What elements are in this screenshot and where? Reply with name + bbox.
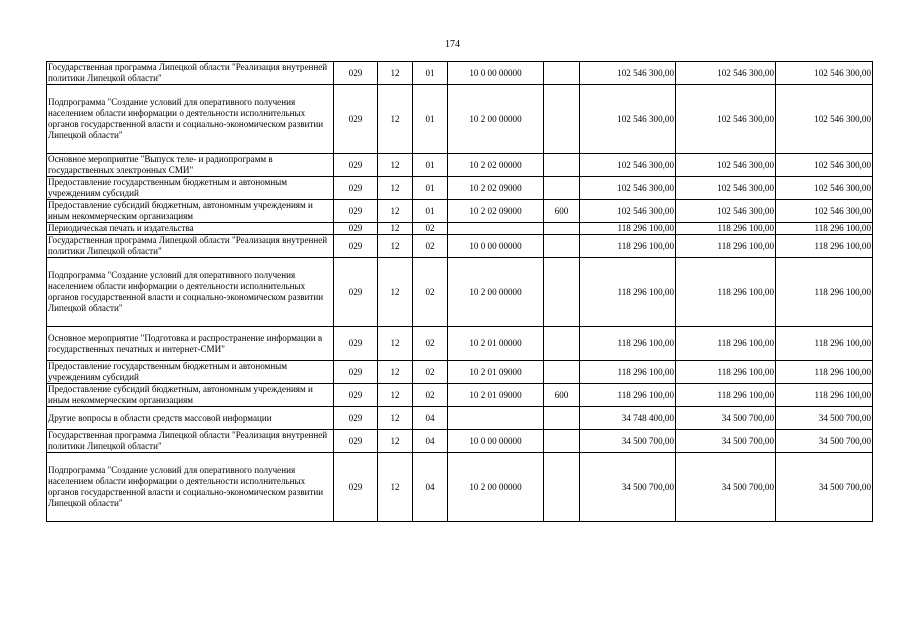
expense-type-cell — [544, 154, 580, 177]
section-code-cell: 12 — [378, 407, 413, 430]
subsection-code-cell: 01 — [413, 62, 448, 85]
amount-year3-cell: 118 296 100,00 — [776, 384, 873, 407]
target-article-cell: 10 2 01 09000 — [448, 361, 544, 384]
amount-year3-cell: 102 546 300,00 — [776, 62, 873, 85]
amount-year1-cell: 34 748 400,00 — [580, 407, 676, 430]
ministry-code-cell: 029 — [334, 223, 378, 235]
table-row — [47, 384, 873, 407]
section-code-cell: 12 — [378, 384, 413, 407]
table-row — [47, 200, 873, 223]
target-article-cell: 10 2 00 00000 — [448, 258, 544, 327]
subsection-code-cell: 02 — [413, 361, 448, 384]
expense-type-cell — [544, 361, 580, 384]
amount-year1-cell: 102 546 300,00 — [580, 62, 676, 85]
target-article-cell — [448, 407, 544, 430]
section-code-cell: 12 — [378, 327, 413, 361]
amount-year1-cell: 118 296 100,00 — [580, 235, 676, 258]
amount-year1-cell: 118 296 100,00 — [580, 327, 676, 361]
target-article-cell: 10 0 00 00000 — [448, 235, 544, 258]
expense-name-cell: Предоставление субсидий бюджетным, автономным учреждениям и иным некоммерческим организациям — [47, 384, 334, 407]
ministry-code-cell: 029 — [334, 85, 378, 154]
ministry-code-cell: 029 — [334, 62, 378, 85]
expense-type-cell — [544, 430, 580, 453]
target-article-cell: 10 0 00 00000 — [448, 62, 544, 85]
amount-year3-cell: 118 296 100,00 — [776, 223, 873, 235]
expense-type-cell — [544, 327, 580, 361]
ministry-code-cell: 029 — [334, 407, 378, 430]
amount-year1-cell: 102 546 300,00 — [580, 85, 676, 154]
expense-type-cell — [544, 85, 580, 154]
target-article-cell: 10 2 00 00000 — [448, 85, 544, 154]
amount-year2-cell: 102 546 300,00 — [676, 200, 776, 223]
table-row — [47, 85, 873, 154]
expense-name-cell: Подпрограмма "Создание условий для оперативного получения населением области информации о деятельности исполнительных органов государственной власти и социально-экономическом развитии Липецкой области" — [47, 258, 334, 327]
amount-year3-cell: 34 500 700,00 — [776, 453, 873, 522]
expense-name-cell: Государственная программа Липецкой области "Реализация внутренней политики Липецкой области" — [47, 430, 334, 453]
subsection-code-cell: 02 — [413, 258, 448, 327]
page-number: 174 — [445, 39, 460, 50]
section-code-cell: 12 — [378, 235, 413, 258]
table-row — [47, 154, 873, 177]
subsection-code-cell: 04 — [413, 430, 448, 453]
amount-year1-cell: 118 296 100,00 — [580, 258, 676, 327]
subsection-code-cell: 02 — [413, 384, 448, 407]
table-row — [47, 235, 873, 258]
subsection-code-cell: 01 — [413, 85, 448, 154]
ministry-code-cell: 029 — [334, 384, 378, 407]
expense-type-cell — [544, 223, 580, 235]
amount-year2-cell: 118 296 100,00 — [676, 327, 776, 361]
expense-type-cell — [544, 258, 580, 327]
table-row — [47, 453, 873, 522]
amount-year1-cell: 34 500 700,00 — [580, 453, 676, 522]
amount-year2-cell: 34 500 700,00 — [676, 453, 776, 522]
section-code-cell: 12 — [378, 200, 413, 223]
amount-year2-cell: 102 546 300,00 — [676, 62, 776, 85]
ministry-code-cell: 029 — [334, 453, 378, 522]
ministry-code-cell: 029 — [334, 327, 378, 361]
expense-type-cell — [544, 453, 580, 522]
subsection-code-cell: 04 — [413, 453, 448, 522]
subsection-code-cell: 04 — [413, 407, 448, 430]
expense-type-cell — [544, 62, 580, 85]
amount-year3-cell: 102 546 300,00 — [776, 85, 873, 154]
amount-year1-cell: 102 546 300,00 — [580, 177, 676, 200]
expense-name-cell: Предоставление государственным бюджетным и автономным учреждениям субсидий — [47, 361, 334, 384]
amount-year3-cell: 118 296 100,00 — [776, 327, 873, 361]
subsection-code-cell: 01 — [413, 177, 448, 200]
ministry-code-cell: 029 — [334, 361, 378, 384]
amount-year3-cell: 118 296 100,00 — [776, 258, 873, 327]
subsection-code-cell: 02 — [413, 223, 448, 235]
expense-type-cell: 600 — [544, 200, 580, 223]
amount-year1-cell: 118 296 100,00 — [580, 384, 676, 407]
expense-name-cell: Предоставление субсидий бюджетным, автономным учреждениям и иным некоммерческим организациям — [47, 200, 334, 223]
section-code-cell: 12 — [378, 223, 413, 235]
amount-year1-cell: 102 546 300,00 — [580, 154, 676, 177]
table-row — [47, 407, 873, 430]
expense-name-cell: Подпрограмма "Создание условий для оперативного получения населением области информации о деятельности исполнительных органов государственной власти и социально-экономическом развитии Липецкой области" — [47, 453, 334, 522]
expense-type-cell — [544, 177, 580, 200]
amount-year1-cell: 118 296 100,00 — [580, 223, 676, 235]
expense-name-cell: Другие вопросы в области средств массовой информации — [47, 407, 334, 430]
section-code-cell: 12 — [378, 62, 413, 85]
amount-year2-cell: 102 546 300,00 — [676, 85, 776, 154]
expense-type-cell — [544, 407, 580, 430]
expense-type-cell — [544, 235, 580, 258]
amount-year3-cell: 102 546 300,00 — [776, 200, 873, 223]
target-article-cell: 10 2 01 00000 — [448, 327, 544, 361]
amount-year3-cell: 102 546 300,00 — [776, 154, 873, 177]
section-code-cell: 12 — [378, 258, 413, 327]
amount-year3-cell: 118 296 100,00 — [776, 235, 873, 258]
target-article-cell: 10 2 02 09000 — [448, 200, 544, 223]
expense-name-cell: Государственная программа Липецкой области "Реализация внутренней политики Липецкой области" — [47, 62, 334, 85]
amount-year2-cell: 102 546 300,00 — [676, 177, 776, 200]
table-row — [47, 327, 873, 361]
amount-year2-cell: 118 296 100,00 — [676, 223, 776, 235]
amount-year2-cell: 118 296 100,00 — [676, 384, 776, 407]
expense-name-cell: Подпрограмма "Создание условий для оперативного получения населением области информации о деятельности исполнительных органов государственной власти и социально-экономическом развитии Липецкой области" — [47, 85, 334, 154]
expense-name-cell: Периодическая печать и издательства — [47, 223, 334, 235]
subsection-code-cell: 01 — [413, 200, 448, 223]
amount-year2-cell: 34 500 700,00 — [676, 407, 776, 430]
table-row — [47, 430, 873, 453]
amount-year3-cell: 118 296 100,00 — [776, 361, 873, 384]
expense-name-cell: Основное мероприятие "Выпуск теле- и радиопрограмм в государственных электронных СМИ" — [47, 154, 334, 177]
amount-year3-cell: 34 500 700,00 — [776, 430, 873, 453]
ministry-code-cell: 029 — [334, 430, 378, 453]
amount-year3-cell: 102 546 300,00 — [776, 177, 873, 200]
ministry-code-cell: 029 — [334, 154, 378, 177]
table-row — [47, 223, 873, 235]
table-row — [47, 361, 873, 384]
amount-year2-cell: 102 546 300,00 — [676, 154, 776, 177]
amount-year1-cell: 34 500 700,00 — [580, 430, 676, 453]
expense-name-cell: Государственная программа Липецкой области "Реализация внутренней политики Липецкой области" — [47, 235, 334, 258]
amount-year2-cell: 118 296 100,00 — [676, 235, 776, 258]
section-code-cell: 12 — [378, 154, 413, 177]
section-code-cell: 12 — [378, 453, 413, 522]
section-code-cell: 12 — [378, 177, 413, 200]
subsection-code-cell: 01 — [413, 154, 448, 177]
table-row — [47, 62, 873, 85]
amount-year1-cell: 118 296 100,00 — [580, 361, 676, 384]
amount-year3-cell: 34 500 700,00 — [776, 407, 873, 430]
ministry-code-cell: 029 — [334, 258, 378, 327]
expense-name-cell: Предоставление государственным бюджетным и автономным учреждениям субсидий — [47, 177, 334, 200]
amount-year1-cell: 102 546 300,00 — [580, 200, 676, 223]
subsection-code-cell: 02 — [413, 327, 448, 361]
ministry-code-cell: 029 — [334, 177, 378, 200]
target-article-cell: 10 2 02 09000 — [448, 177, 544, 200]
target-article-cell: 10 2 00 00000 — [448, 453, 544, 522]
table-row — [47, 258, 873, 327]
target-article-cell — [448, 223, 544, 235]
ministry-code-cell: 029 — [334, 235, 378, 258]
section-code-cell: 12 — [378, 85, 413, 154]
table-row — [47, 177, 873, 200]
section-code-cell: 12 — [378, 361, 413, 384]
amount-year2-cell: 118 296 100,00 — [676, 361, 776, 384]
ministry-code-cell: 029 — [334, 200, 378, 223]
target-article-cell: 10 2 02 00000 — [448, 154, 544, 177]
target-article-cell: 10 2 01 09000 — [448, 384, 544, 407]
subsection-code-cell: 02 — [413, 235, 448, 258]
amount-year2-cell: 118 296 100,00 — [676, 258, 776, 327]
budget-table — [46, 61, 873, 522]
target-article-cell: 10 0 00 00000 — [448, 430, 544, 453]
expense-type-cell: 600 — [544, 384, 580, 407]
expense-name-cell: Основное мероприятие "Подготовка и распространение информации в государственных печатных и интернет-СМИ" — [47, 327, 334, 361]
section-code-cell: 12 — [378, 430, 413, 453]
amount-year2-cell: 34 500 700,00 — [676, 430, 776, 453]
